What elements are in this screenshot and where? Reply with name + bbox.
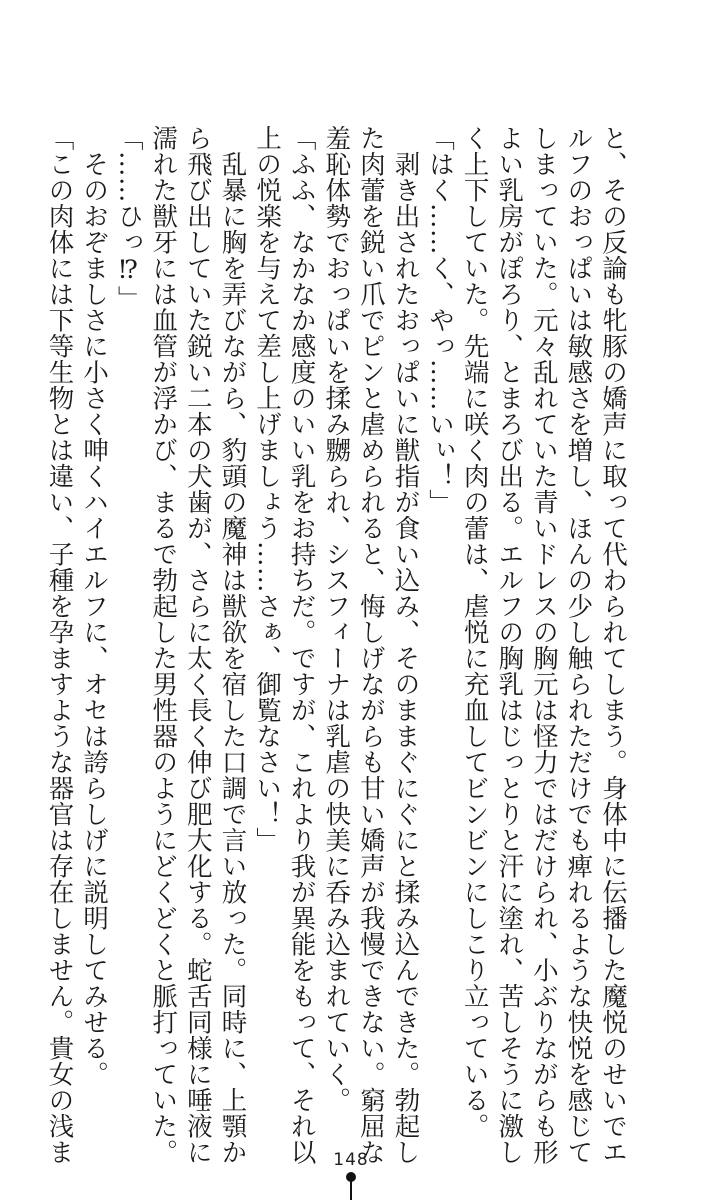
page-number: 148 [333,1150,369,1170]
text-line: 乱暴に胸を弄びながら、豹頭の魔神は獣欲を宿した口調で言い放った。同時に、上顎か [217,125,248,1165]
text-line: 羞恥体勢でおっぱいを揉み嬲られ、シスフィーナは乳虐の快美に呑み込まれていく。 [321,125,352,1113]
text-line: ルフのおっぱいは敏感さを増し、ほんの少し触られただけでも痺れるような快悦を感じて [563,125,594,1165]
text-line: 「はく……く、やっ……いぃ！」 [425,125,456,515]
footer-ornament [345,1172,357,1200]
text-line: 上の悦楽を与えて差し上げましょう……さぁ、御覧なさい！」 [252,125,283,853]
text-line: く上下していた。先端に咲く肉の蕾は、虐悦に充血してビンビンにしこり立っている。 [459,125,490,1139]
text-line: 「ふふ、なかなか感度のいい乳をお持ちだ。ですが、これより我が異能をもって、それ以 [286,125,317,1165]
text-line: そのおぞましさに小さく呻くハイエルフに、オセは誇らしげに説明してみせる。 [79,125,110,1087]
text-line: 「この肉体には下等生物とは違い、子種を孕ますような器官は存在しません。貴女の浅ま [44,125,75,1165]
text-line: よい乳房がぽろり、とまろび出る。エルフの胸乳はじっとりと汗に塗れ、苦しそうに激し [494,125,525,1165]
text-line: 「……ひっ⁉」 [113,125,144,312]
text-line: 濡れた獣牙には血管が浮かび、まるで勃起した男性器のようにどくどくと脈打っていた。 [148,125,179,1165]
text-line: しまっていた。元々乱れていた青いドレスの胸元は怪力ではだけられ、小ぶりながらも形 [528,125,559,1165]
text-line: た肉蕾を鋭い爪でピンと虐められると、悔しげながらも甘い嬌声が我慢できない。窮屈な [355,125,386,1165]
text-line: ら飛び出していた鋭い二本の犬歯が、さらに太く長く伸び肥大化する。蛇舌同様に唾液に [182,125,213,1165]
footer-ornament-stem [350,1181,352,1200]
text-line: と、その反論も牝豚の嬌声に取って代わられてしまう。身体中に伝播した魔悦のせいでエ [598,125,628,1165]
text-line: 剥き出されたおっぱいに獣指が食い込み、そのままぐにぐにと揉み込んできた。勃起し [390,125,421,1165]
